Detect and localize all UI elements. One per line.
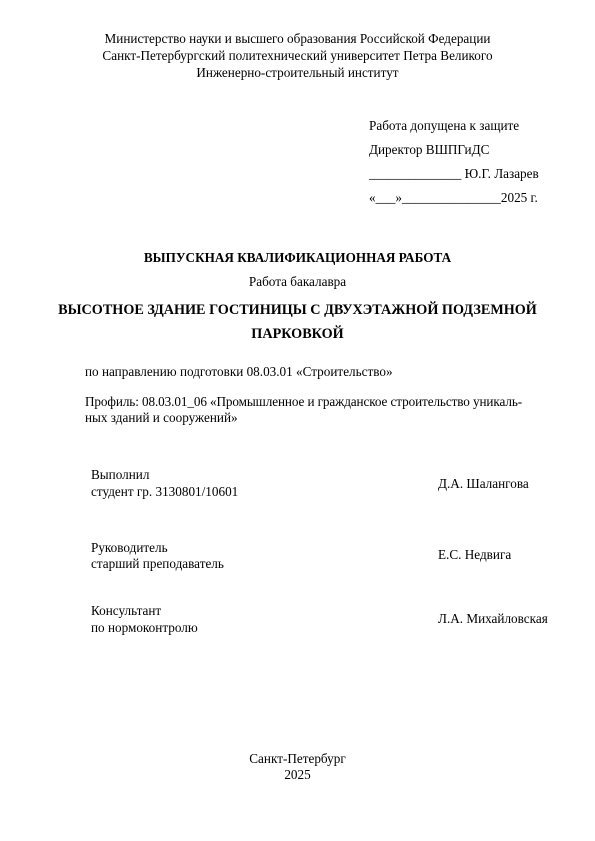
approval-date-line: «___»_______________2025 г. (369, 190, 538, 205)
signature-role-detail: студент гр. 3130801/10601 (91, 484, 239, 499)
work-type-title: ВЫПУСКНАЯ КВАЛИФИКАЦИОННАЯ РАБОТА (143, 250, 452, 265)
university-line: Санкт-Петербургский политехнический университет Петра Великого (102, 48, 493, 63)
topic-line-1: ВЫСОТНОЕ ЗДАНИЕ ГОСТИНИЦЫ С ДВУХЭТАЖНОЙ ПОДЗЕМНОЙ (58, 302, 537, 318)
footer-city: Санкт-Петербург (249, 751, 346, 766)
signature-name: Е.С. Недвига (438, 547, 512, 562)
signature-role: Выполнил (91, 467, 150, 482)
ministry-line: Министерство науки и высшего образования Российской Федерации (104, 31, 491, 46)
signature-role: Консультант (91, 603, 162, 618)
institute-line: Инженерно-строительный институт (196, 65, 399, 80)
approval-signature-line: ______________ Ю.Г. Лазарев (369, 166, 539, 181)
signature-role-detail: старший преподаватель (91, 556, 224, 571)
profile-line-2: ных зданий и сооружений» (85, 410, 238, 425)
signature-role-detail: по нормоконтролю (91, 620, 198, 635)
signature-role: Руководитель (91, 540, 168, 555)
direction-text: по направлению подготовки 08.03.01 «Строительство» (85, 364, 393, 379)
profile-line-1: Профиль: 08.03.01_06 «Промышленное и гражданское строительство уникаль- (85, 394, 523, 409)
signature-name: Д.А. Шалангова (438, 476, 529, 491)
signature-name: Л.А. Михайловская (438, 611, 548, 626)
degree-subtitle: Работа бакалавра (248, 274, 347, 289)
footer-year: 2025 (284, 767, 311, 782)
approval-admitted: Работа допущена к защите (369, 118, 520, 133)
topic-line-2: ПАРКОВКОЙ (251, 326, 344, 342)
approval-director: Директор ВШПГиДС (369, 142, 490, 157)
